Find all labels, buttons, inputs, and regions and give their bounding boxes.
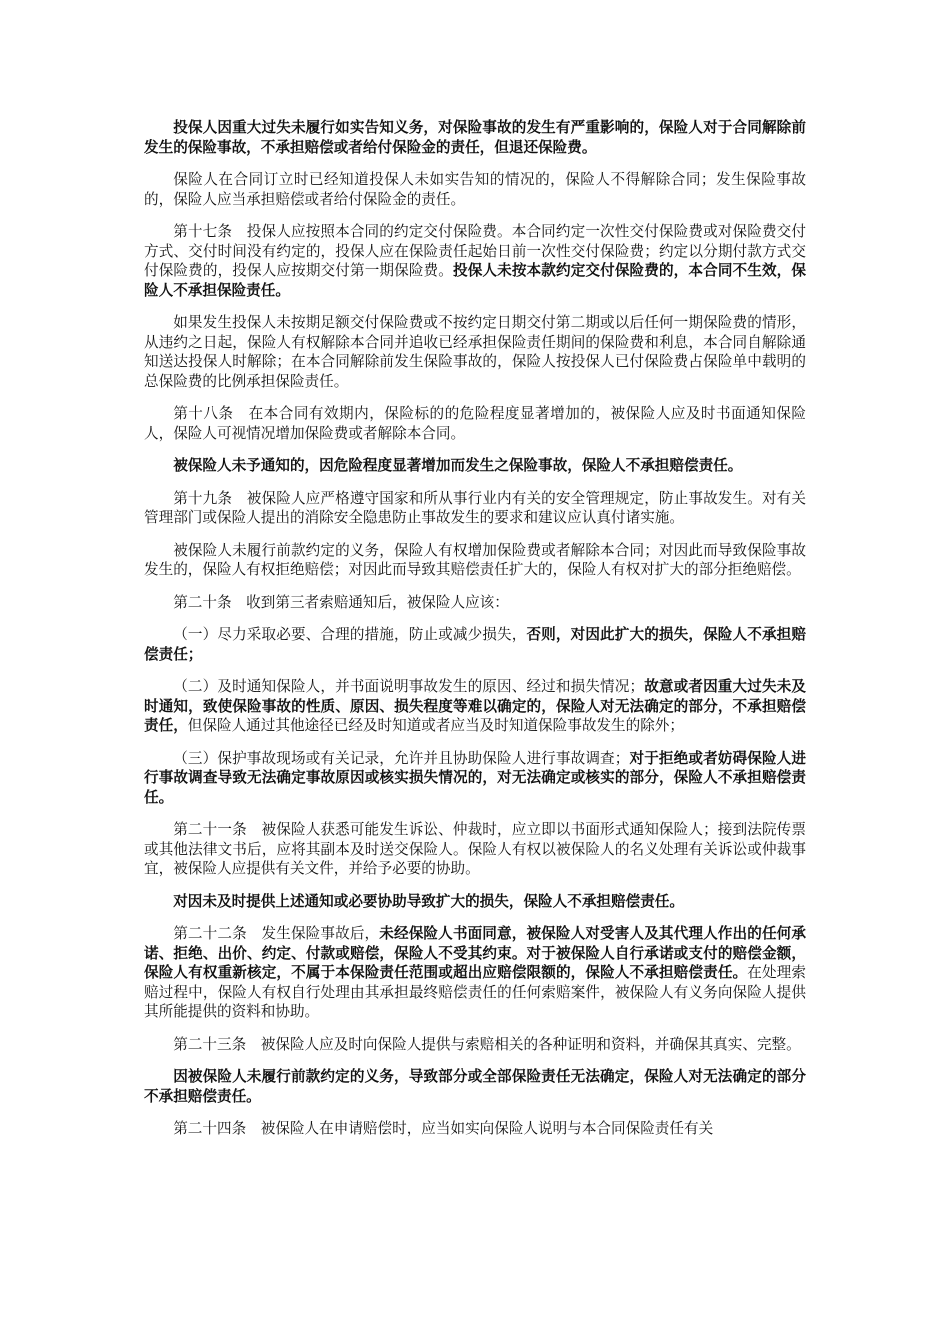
- paragraph: [144, 625, 806, 664]
- bold-text-run: 故意或者因重大过失未及时通知，致使保险事故的性质、原因、损失程度等难以确定的，保险人对无法确定的部分，不承担赔偿责任，: [144, 678, 806, 734]
- text-run: （二）及时通知保险人，并书面说明事故发生的原因、经过和损失情况；: [173, 678, 645, 695]
- bold-text-run: 投保人因重大过失未履行如实告知义务，对保险事故的发生有严重影响的，保险人对于合同解除前发生的保险事故，不承担赔偿或者给付保险金的责任，但退还保险费。: [144, 119, 806, 156]
- bold-text-run: 被保险人未予通知的，因危险程度显著增加而发生之保险事故，保险人不承担赔偿责任。: [173, 457, 743, 474]
- paragraph: [144, 456, 806, 476]
- document-body: [144, 118, 806, 1152]
- text-run: 第十八条 在本合同有效期内，保险标的的危险程度显著增加的，被保险人应及时书面通知保险人，保险人可视情况增加保险费或者解除本合同。: [144, 405, 806, 442]
- text-run: 第十七条 投保人应按照本合同的约定交付保险费。本合同约定一次性交付保险费或对保险费交付方式、交付时间没有约定的，投保人应在保险责任起始日前一次性交付保险费；约定以分期付款方式交付保险费的，投保人应按期交付第一期保险费。: [144, 223, 806, 279]
- paragraph: [144, 404, 806, 443]
- paragraph: [144, 892, 806, 912]
- text-run: 在处理索赔过程中，保险人有权自行处理由其承担最终赔偿责任的任何索赔案件，被保险人有义务向保险人提供其所能提供的资料和协助。: [144, 964, 806, 1020]
- paragraph: [144, 749, 806, 808]
- paragraph: [144, 593, 806, 613]
- text-run: 第二十一条 被保险人获悉可能发生诉讼、仲裁时，应立即以书面形式通知保险人；接到法院传票或其他法律文书后，应将其副本及时送交保险人。保险人有权以被保险人的名义处理有关诉讼或仲裁事宜，被保险人应提供有关文件，并给予必要的协助。: [144, 821, 806, 877]
- text-run: 保险人在合同订立时已经知道投保人未如实告知的情况的，保险人不得解除合同；发生保险事故的，保险人应当承担赔偿或者给付保险金的责任。: [144, 171, 806, 208]
- paragraph: [144, 924, 806, 1022]
- paragraph: [144, 313, 806, 391]
- paragraph: [144, 118, 806, 157]
- paragraph: [144, 1035, 806, 1055]
- paragraph: [144, 489, 806, 528]
- text-run: 被保险人未履行前款约定的义务，保险人有权增加保险费或者解除本合同；对因此而导致保险事故发生的，保险人有权拒绝赔偿；对因此而导致其赔偿责任扩大的，保险人有权对扩大的部分拒绝赔偿。: [144, 541, 806, 578]
- text-run: 如果发生投保人未按期足额交付保险费或不按约定日期交付第二期或以后任何一期保险费的情形， 从违约之日起，保险人有权解除本合同并追收已经承担保险责任期间的保险费和利息，本合同自解除通知送达投保人时解除；在本合同解除前发生保险事故的，保险人按投保人已付保险费占保险单中载明的总保险费的比例承担保险责任。: [144, 314, 806, 390]
- text-run: 第二十四条 被保险人在申请赔偿时，应当如实向保险人说明与本合同保险责任有关: [173, 1120, 714, 1137]
- paragraph: [144, 541, 806, 580]
- text-run: 第二十条 收到第三者索赔通知后，被保险人应该：: [173, 593, 509, 611]
- bold-text-run: 投保人未按本款约定交付保险费的，本合同不生效，保险人不承担保险责任。: [144, 262, 806, 299]
- paragraph: [144, 1067, 806, 1106]
- bold-text-run: 对于拒绝或者妨碍保险人进行事故调查导致无法确定事故原因或核实损失情况的，对无法确定或核实的部分，保险人不承担赔偿责任。: [144, 749, 806, 806]
- paragraph: [144, 222, 806, 300]
- paragraph: [144, 1119, 806, 1139]
- bold-text-run: 因被保险人未履行前款约定的义务，导致部分或全部保险责任无法确定，保险人对无法确定的部分不承担赔偿责任。: [144, 1068, 806, 1105]
- text-run: 第二十二条 发生保险事故后，: [173, 925, 380, 942]
- bold-text-run: 对因未及时提供上述通知或必要协助导致扩大的损失，保险人不承担赔偿责任。: [173, 892, 684, 910]
- text-run: 第十九条 被保险人应严格遵守国家和所从事行业内有关的安全管理规定，防止事故发生。对有关管理部门或保险人提出的消除安全隐患防止事故发生的要求和建议应认真付诸实施。: [144, 489, 806, 526]
- paragraph: [144, 170, 806, 209]
- text-run: （三）保护事故现场或有关记录，允许并且协助保险人进行事故调查；: [173, 749, 630, 767]
- text-run: 但保险人通过其他途径已经及时知道或者应当及时知道保险事故发生的除外；: [187, 717, 684, 734]
- text-run: （一）尽力采取必要、合理的措施，防止或减少损失，: [173, 626, 527, 643]
- bold-text-run: 未经保险人书面同意，被保险人对受害人及其代理人作出的任何承诺、拒绝、出价、约定、付款或赔偿，保险人不受其约束。对于被保险人自行承诺或支付的赔偿金额，保险人有权重新核定，不属于本保险责任范围或超出应赔偿限额的，保险人不承担赔偿责任。: [144, 925, 806, 981]
- paragraph: [144, 677, 806, 736]
- bold-text-run: 否则，对因此扩大的损失，保险人不承担赔偿责任；: [144, 626, 806, 663]
- text-run: 第二十三条 被保险人应及时向保险人提供与索赔相关的各种证明和资料，并确保其真实、完整。: [173, 1035, 801, 1053]
- paragraph: [144, 820, 806, 879]
